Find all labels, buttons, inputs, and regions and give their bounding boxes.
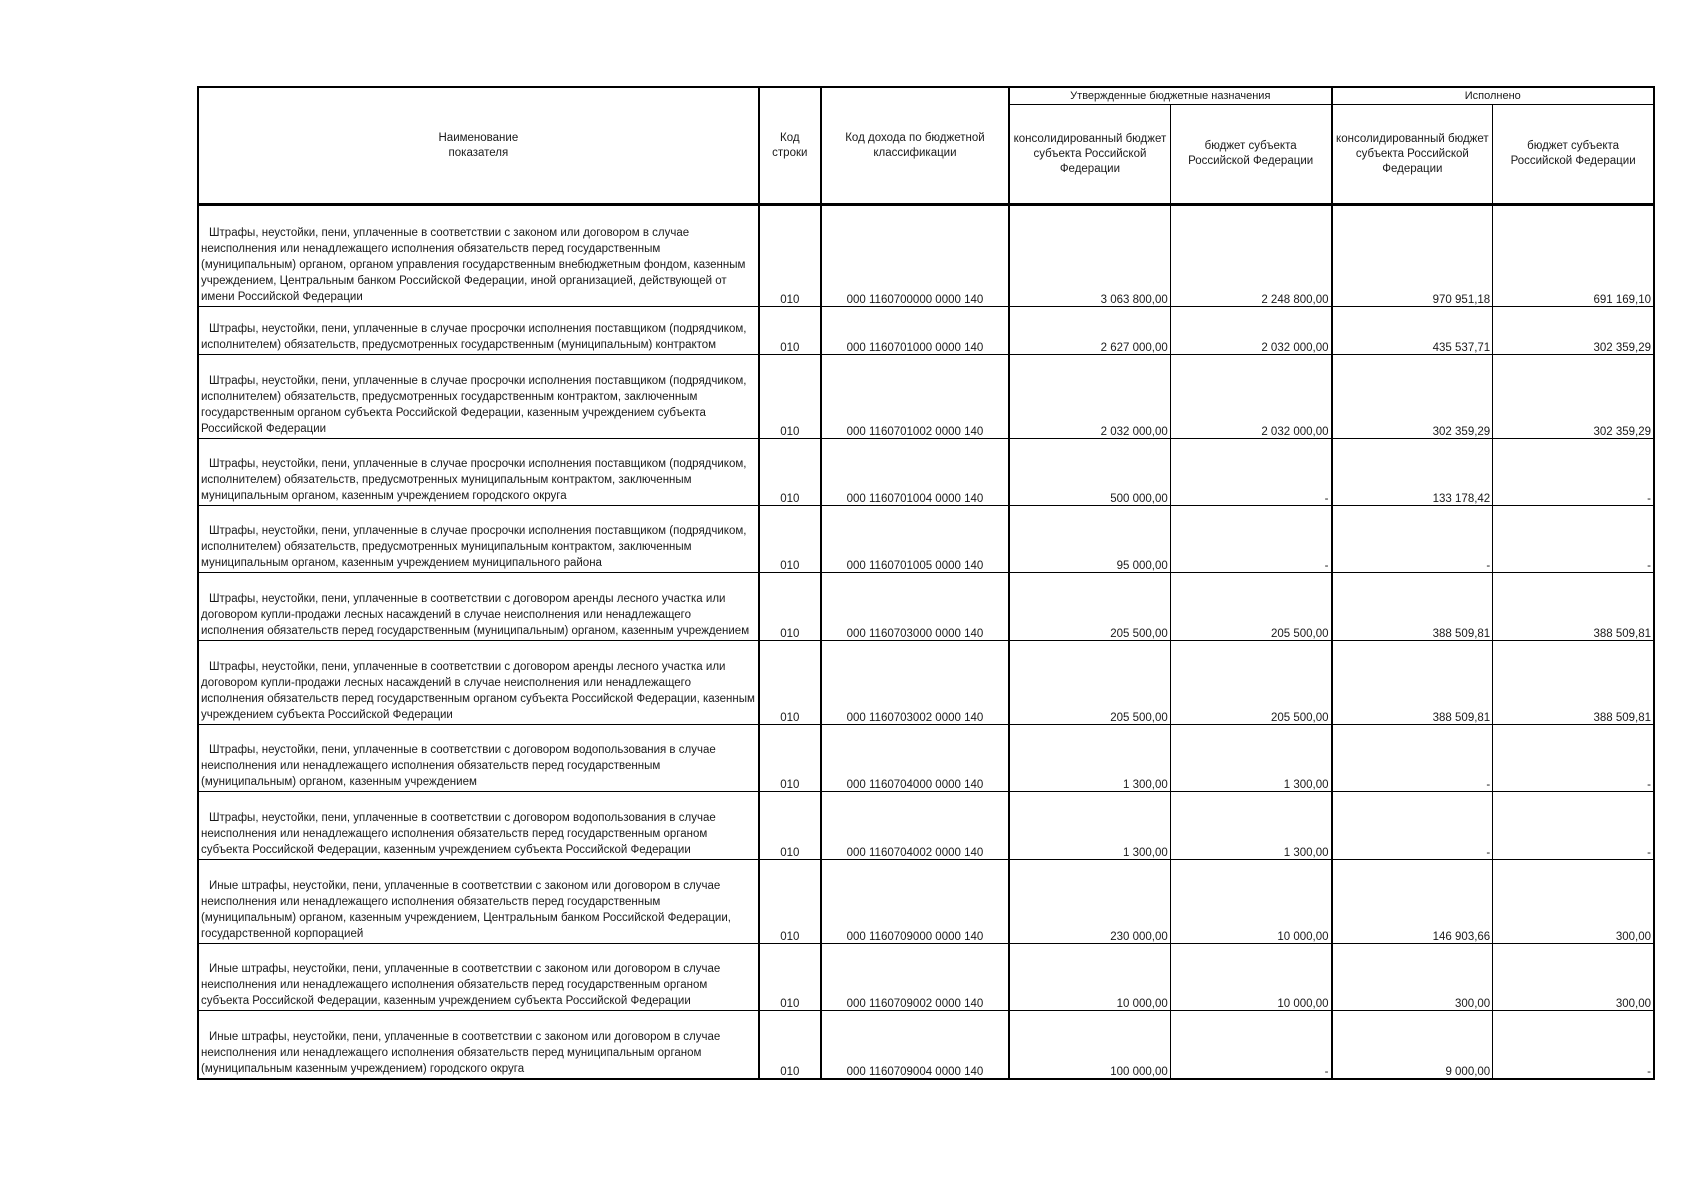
row-executed-subject: -	[1493, 1011, 1654, 1079]
table-row	[198, 506, 1654, 573]
row-line-code: 010	[759, 307, 821, 355]
row-approved-consolidated: 500 000,00	[1009, 439, 1170, 506]
header-executed-subject: бюджет субъекта Российской Федерации	[1493, 105, 1654, 205]
row-name	[198, 439, 759, 506]
row-approved-consolidated: 230 000,00	[1009, 860, 1170, 944]
row-executed-consolidated: 435 537,71	[1332, 307, 1493, 355]
row-name-text: Штрафы, неустойки, пени, уплаченные в случае просрочки исполнения поставщиком (подрядчиком, исполнителем) обязательств, предусмотренных государственным (муниципальным) контрактом	[201, 323, 747, 352]
row-name-text: Штрафы, неустойки, пени, уплаченные в случае просрочки исполнения поставщиком (подрядчиком, исполнителем) обязательств, предусмотренных государственным контрактом, заключенным государственным органом субъекта Российской Федерации, казенным учреждением субъекта Российской Федерации	[201, 375, 747, 436]
row-income-code: 000 1160700000 0000 140	[821, 205, 1009, 307]
row-line-code: 010	[759, 1011, 821, 1079]
row-approved-subject: 205 500,00	[1170, 573, 1331, 641]
row-executed-subject: -	[1493, 725, 1654, 792]
table-row	[198, 439, 1654, 506]
row-executed-consolidated: 388 509,81	[1332, 641, 1493, 725]
table-row	[198, 944, 1654, 1011]
row-income-code: 000 1160704002 0000 140	[821, 792, 1009, 860]
row-name	[198, 573, 759, 641]
row-line-code: 010	[759, 205, 821, 307]
row-approved-consolidated: 205 500,00	[1009, 573, 1170, 641]
row-income-code: 000 1160709000 0000 140	[821, 860, 1009, 944]
header-approved-subject: бюджет субъекта Российской Федерации	[1170, 105, 1331, 205]
row-executed-consolidated: 302 359,29	[1332, 355, 1493, 439]
row-name-text: Штрафы, неустойки, пени, уплаченные в соответствии с законом или договором в случае неисполнения или ненадлежащего исполнения обязательств перед государственным (муниципальным) органом, органом управления государственным внебюджетным фондом, казенным учреждением, Центральным банком Российской Федерации, иной организацией, действующей от имени Российской Федерации	[201, 227, 746, 304]
row-approved-subject: 2 248 800,00	[1170, 205, 1331, 307]
row-line-code: 010	[759, 792, 821, 860]
row-name	[198, 792, 759, 860]
row-approved-consolidated: 100 000,00	[1009, 1011, 1170, 1079]
row-name	[198, 725, 759, 792]
row-executed-subject: 691 169,10	[1493, 205, 1654, 307]
row-executed-subject: 300,00	[1493, 944, 1654, 1011]
row-name-text: Штрафы, неустойки, пени, уплаченные в случае просрочки исполнения поставщиком (подрядчиком, исполнителем) обязательств, предусмотренных муниципальным контрактом, заключенным муниципальным органом, казенным учреждением муниципального района	[201, 525, 747, 570]
row-name	[198, 641, 759, 725]
table-body	[198, 205, 1654, 1079]
row-name-text: Штрафы, неустойки, пени, уплаченные в соответствии с договором аренды лесного участка или договором купли-продажи лесных насаждений в случае неисполнения или ненадлежащего исполнения обязательств перед государственным (муниципальным) органом, казенным учреждением	[201, 593, 750, 638]
row-executed-subject: -	[1493, 792, 1654, 860]
row-executed-consolidated: 300,00	[1332, 944, 1493, 1011]
row-name	[198, 205, 759, 307]
row-income-code: 000 1160701005 0000 140	[821, 506, 1009, 573]
header-name: Наименование показателя	[198, 87, 759, 205]
table-row	[198, 307, 1654, 355]
row-executed-consolidated: 146 903,66	[1332, 860, 1493, 944]
row-approved-subject: 2 032 000,00	[1170, 307, 1331, 355]
row-approved-consolidated: 1 300,00	[1009, 725, 1170, 792]
row-line-code: 010	[759, 573, 821, 641]
row-income-code: 000 1160709004 0000 140	[821, 1011, 1009, 1079]
table-row	[198, 355, 1654, 439]
row-approved-subject: 10 000,00	[1170, 944, 1331, 1011]
header-executed-consolidated: консолидированный бюджет субъекта Российской Федерации	[1332, 105, 1493, 205]
budget-execution-table	[197, 86, 1655, 1080]
row-approved-consolidated: 3 063 800,00	[1009, 205, 1170, 307]
row-approved-subject: -	[1170, 506, 1331, 573]
row-name	[198, 355, 759, 439]
row-line-code: 010	[759, 355, 821, 439]
row-executed-subject: -	[1493, 439, 1654, 506]
row-approved-consolidated: 10 000,00	[1009, 944, 1170, 1011]
table-row	[198, 205, 1654, 307]
table-row	[198, 860, 1654, 944]
row-executed-subject: 302 359,29	[1493, 355, 1654, 439]
row-name-text: Штрафы, неустойки, пени, уплаченные в соответствии с договором водопользования в случае неисполнения или ненадлежащего исполнения обязательств перед государственным органом субъекта Российской Федерации, казенным учреждением субъекта Российской Федерации	[201, 812, 716, 857]
table-row	[198, 641, 1654, 725]
row-executed-subject: 388 509,81	[1493, 641, 1654, 725]
row-name	[198, 1011, 759, 1079]
row-approved-subject: 1 300,00	[1170, 792, 1331, 860]
row-approved-subject: 1 300,00	[1170, 725, 1331, 792]
row-name	[198, 944, 759, 1011]
row-approved-subject: -	[1170, 1011, 1331, 1079]
row-income-code: 000 1160703002 0000 140	[821, 641, 1009, 725]
row-name-text: Штрафы, неустойки, пени, уплаченные в соответствии с договором аренды лесного участка или договором купли-продажи лесных насаждений в случае неисполнения или ненадлежащего исполнения обязательств перед государственным органом субъекта Российской Федерации, казенным учреждением субъекта Российской Федерации	[201, 661, 755, 722]
row-name-text: Штрафы, неустойки, пени, уплаченные в случае просрочки исполнения поставщиком (подрядчиком, исполнителем) обязательств, предусмотренных муниципальным контрактом, заключенным муниципальным органом, казенным учреждением городского округа	[201, 458, 747, 503]
row-name	[198, 307, 759, 355]
row-name-text: Штрафы, неустойки, пени, уплаченные в соответствии с договором водопользования в случае неисполнения или ненадлежащего исполнения обязательств перед государственным (муниципальным) органом, казенным учреждением	[201, 744, 716, 789]
row-income-code: 000 1160701004 0000 140	[821, 439, 1009, 506]
header-approved-group: Утвержденные бюджетные назначения	[1009, 87, 1331, 105]
row-executed-subject: 388 509,81	[1493, 573, 1654, 641]
row-executed-consolidated: 970 951,18	[1332, 205, 1493, 307]
row-income-code: 000 1160703000 0000 140	[821, 573, 1009, 641]
row-approved-subject: 10 000,00	[1170, 860, 1331, 944]
row-name-text: Иные штрафы, неустойки, пени, уплаченные в соответствии с законом или договором в случае неисполнения или ненадлежащего исполнения обязательств перед муниципальным органом (муниципальным казенным учреждением) городского округа	[201, 1030, 721, 1075]
row-approved-consolidated: 205 500,00	[1009, 641, 1170, 725]
row-executed-consolidated: 388 509,81	[1332, 573, 1493, 641]
row-name	[198, 860, 759, 944]
row-approved-subject: 205 500,00	[1170, 641, 1331, 725]
row-approved-consolidated: 1 300,00	[1009, 792, 1170, 860]
header-approved-consolidated: консолидированный бюджет субъекта Российской Федерации	[1009, 105, 1170, 205]
row-approved-consolidated: 95 000,00	[1009, 506, 1170, 573]
header-executed-group: Исполнено	[1332, 87, 1655, 105]
row-line-code: 010	[759, 506, 821, 573]
table-header	[198, 87, 1654, 205]
row-income-code: 000 1160701000 0000 140	[821, 307, 1009, 355]
row-executed-consolidated: -	[1332, 506, 1493, 573]
row-approved-consolidated: 2 627 000,00	[1009, 307, 1170, 355]
row-approved-consolidated: 2 032 000,00	[1009, 355, 1170, 439]
table-row	[198, 725, 1654, 792]
table-row	[198, 1011, 1654, 1079]
row-executed-subject: 302 359,29	[1493, 307, 1654, 355]
row-income-code: 000 1160701002 0000 140	[821, 355, 1009, 439]
row-line-code: 010	[759, 725, 821, 792]
row-executed-consolidated: -	[1332, 725, 1493, 792]
row-line-code: 010	[759, 944, 821, 1011]
row-name	[198, 506, 759, 573]
row-name-text: Иные штрафы, неустойки, пени, уплаченные в соответствии с законом или договором в случае неисполнения или ненадлежащего исполнения обязательств перед государственным (муниципальным) органом, казенным учреждением, Центральным банком Российской Федерации, государственной корпорацией	[201, 880, 731, 941]
table-row	[198, 573, 1654, 641]
header-income-code: Код дохода по бюджетной классификации	[821, 87, 1009, 205]
header-line-code: Код строки	[759, 87, 821, 205]
row-line-code: 010	[759, 860, 821, 944]
row-income-code: 000 1160704000 0000 140	[821, 725, 1009, 792]
row-executed-consolidated: 133 178,42	[1332, 439, 1493, 506]
row-name-text: Иные штрафы, неустойки, пени, уплаченные в соответствии с законом или договором в случае неисполнения или ненадлежащего исполнения обязательств перед государственным органом субъекта Российской Федерации, казенным учреждением субъекта Российской Федерации	[201, 963, 721, 1008]
row-executed-subject: 300,00	[1493, 860, 1654, 944]
row-line-code: 010	[759, 439, 821, 506]
row-executed-consolidated: -	[1332, 792, 1493, 860]
row-line-code: 010	[759, 641, 821, 725]
row-approved-subject: -	[1170, 439, 1331, 506]
row-approved-subject: 2 032 000,00	[1170, 355, 1331, 439]
row-executed-consolidated: 9 000,00	[1332, 1011, 1493, 1079]
row-income-code: 000 1160709002 0000 140	[821, 944, 1009, 1011]
table-row	[198, 792, 1654, 860]
row-executed-subject: -	[1493, 506, 1654, 573]
